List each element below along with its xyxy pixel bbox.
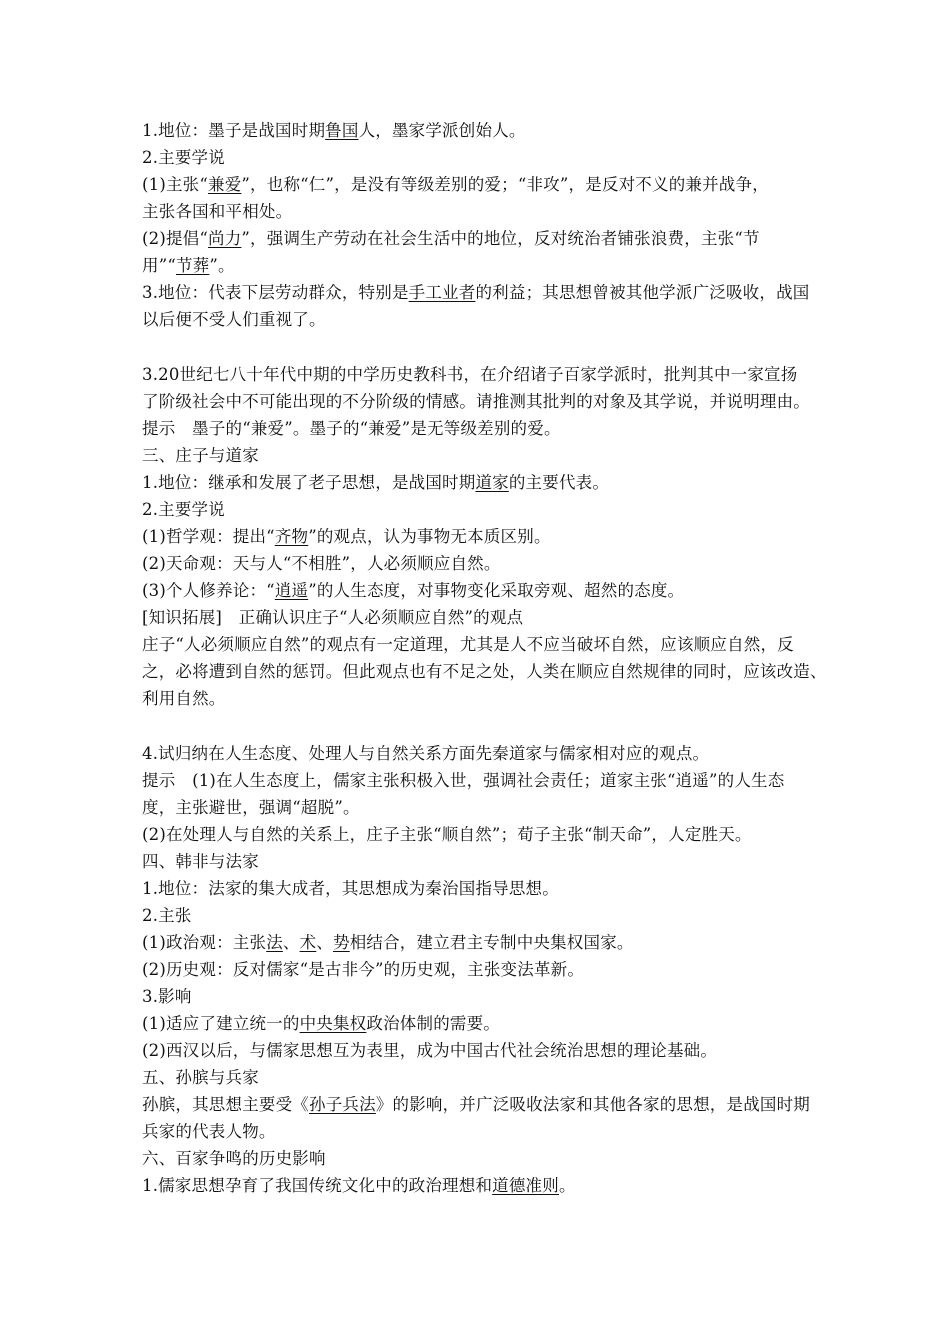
text-segment: [知识拓展] 正确认识庄子“人必须顺应自然”的观点 (142, 608, 524, 627)
text-segment: ”的观点，认为事物无本质区别。 (308, 527, 551, 546)
text-line (142, 550, 818, 577)
text-segment: 五、孙膑与兵家 (142, 1068, 259, 1087)
text-segment: 。 (558, 1176, 576, 1195)
document-body (142, 117, 827, 1199)
text-line (142, 848, 818, 875)
underlined-keyword: 齐物 (274, 527, 309, 546)
text-segment: 相结合，建立君主专制中央集权国家。 (349, 933, 634, 952)
text-line (142, 469, 818, 496)
text-line (142, 1172, 818, 1199)
text-line (142, 171, 818, 198)
text-line (142, 685, 818, 712)
text-line (142, 1118, 818, 1145)
text-segment: 2.主张 (142, 906, 192, 925)
paragraph-gap (142, 712, 818, 740)
text-line (142, 740, 818, 767)
text-line (142, 1037, 818, 1064)
text-line (142, 794, 818, 821)
underlined-keyword: 尚力 (208, 229, 242, 248)
text-segment: 兵家的代表人物。 (142, 1122, 276, 1141)
text-line (142, 496, 818, 523)
text-segment: 2.主要学说 (142, 500, 225, 519)
text-line (142, 577, 818, 604)
text-line (142, 144, 818, 171)
text-segment: 用”“ (142, 256, 176, 275)
text-segment: 3.地位：代表下层劳动群众，特别是 (142, 283, 409, 302)
text-line (142, 415, 818, 442)
text-line (142, 983, 818, 1010)
text-segment: 度，主张避世，强调“超脱”。 (142, 798, 360, 817)
text-segment: (2)天命观：天与人“不相胜”，人必须顺应自然。 (142, 554, 501, 573)
text-line (142, 604, 818, 631)
underlined-keyword: 逍遥 (274, 581, 309, 600)
text-segment: 人，墨家学派创始人。 (358, 121, 526, 140)
text-line (142, 1145, 818, 1172)
text-segment: 主张各国和平相处。 (142, 202, 293, 221)
underlined-keyword: 法 (266, 933, 283, 952)
text-segment: (1)哲学观：提出“ (142, 527, 275, 546)
underlined-keyword: 兼爱 (208, 175, 242, 194)
text-line (142, 1010, 818, 1037)
text-segment: 利用自然。 (142, 689, 226, 708)
text-segment: 的主要代表。 (508, 473, 610, 492)
text-segment: 4.试归纳在人生态度、处理人与自然关系方面先秦道家与儒家相对应的观点。 (142, 744, 710, 763)
text-segment: 2.主要学说 (142, 148, 225, 167)
text-segment: 孙膑，其思想主要受《 (142, 1095, 309, 1114)
text-segment: 之，必将遭到自然的惩罚。但此观点也有不足之处，人类在顺应自然规律的同时，应该改造、 (142, 662, 827, 681)
underlined-keyword: 势 (333, 933, 350, 952)
text-segment: 了阶级社会中不可能出现的不分阶级的情感。请推测其批判的对象及其学说，并说明理由。 (142, 392, 810, 411)
text-segment: (2)提倡“ (142, 229, 209, 248)
text-segment: 提示 墨子的“兼爱”。墨子的“兼爱”是无等级差别的爱。 (142, 419, 561, 438)
text-segment: 1.地位：墨子是战国时期 (142, 121, 326, 140)
text-segment: 的利益；其思想曾被其他学派广泛吸收，战国 (475, 283, 810, 302)
text-line (142, 929, 818, 956)
text-line (142, 523, 818, 550)
underlined-keyword: 道家 (475, 473, 509, 492)
text-segment: (1)政治观：主张 (142, 933, 267, 952)
text-line (142, 442, 818, 469)
text-segment: ”。 (209, 256, 235, 275)
text-segment: ”，也称“仁”，是没有等级差别的爱；“非攻”，是反对不义的兼并战争， (241, 175, 769, 194)
text-line (142, 821, 818, 848)
underlined-keyword: 孙子兵法 (309, 1095, 376, 1114)
text-line (142, 117, 818, 144)
underlined-keyword: 鲁国 (325, 121, 359, 140)
text-line (142, 198, 818, 225)
underlined-keyword: 道德准则 (492, 1176, 559, 1195)
text-segment: 提示 (1)在人生态度上，儒家主张积极入世，强调社会责任；道家主张“逍遥”的人生态 (142, 771, 785, 790)
text-line (142, 279, 818, 306)
underlined-keyword: 术 (299, 933, 317, 952)
text-segment: (3)个人修养论：“ (142, 581, 275, 600)
text-segment: 3.影响 (142, 987, 192, 1006)
underlined-keyword: 手工业者 (408, 283, 476, 302)
text-segment: 3.20世纪七八十年代中期的中学历史教科书，在介绍诸子百家学派时，批判其中一家宣扬 (142, 365, 798, 384)
text-line (142, 252, 818, 279)
text-line (142, 388, 818, 415)
text-segment: (2)历史观：反对儒家“是古非今”的历史观，主张变法革新。 (142, 960, 585, 979)
text-segment: 六、百家争鸣的历史影响 (142, 1149, 326, 1168)
text-line (142, 306, 818, 333)
text-segment: 1.地位：法家的集大成者，其思想成为秦治国指导思想。 (142, 879, 559, 898)
paragraph-gap (142, 333, 818, 361)
text-line (142, 361, 818, 388)
text-line (142, 902, 818, 929)
text-line (142, 767, 818, 794)
text-segment: 、 (316, 933, 333, 952)
text-segment: ”，强调生产劳动在社会生活中的地位，反对统治者铺张浪费，主张“节 (241, 229, 760, 248)
text-segment: 、 (282, 933, 300, 952)
underlined-keyword: 中央集权 (299, 1014, 367, 1033)
text-segment: 1.地位：继承和发展了老子思想，是战国时期 (142, 473, 476, 492)
text-segment: ”的人生态度，对事物变化采取旁观、超然的态度。 (308, 581, 685, 600)
text-segment: (1)适应了建立统一的 (142, 1014, 300, 1033)
text-segment: (2)在处理人与自然的关系上，庄子主张“顺自然”；荀子主张“制天命”，人定胜天。 (142, 825, 752, 844)
text-line (142, 956, 818, 983)
text-segment: 三、庄子与道家 (142, 446, 259, 465)
text-line (142, 658, 827, 685)
text-segment: 庄子“人必须顺应自然”的观点有一定道理，尤其是人不应当破坏自然，应该顺应自然，反 (142, 635, 794, 654)
text-line (142, 1091, 818, 1118)
text-line (142, 875, 818, 902)
text-line (142, 631, 818, 658)
text-segment: 政治体制的需要。 (366, 1014, 500, 1033)
text-line (142, 225, 818, 252)
underlined-keyword: 节葬 (175, 256, 210, 275)
text-segment: (1)主张“ (142, 175, 209, 194)
text-segment: 1.儒家思想孕育了我国传统文化中的政治理想和 (142, 1176, 493, 1195)
text-segment: (2)西汉以后，与儒家思想互为表里，成为中国古代社会统治思想的理论基础。 (142, 1041, 718, 1060)
text-line (142, 1064, 818, 1091)
text-segment: 》的影响，并广泛吸收法家和其他各家的思想，是战国时期 (375, 1095, 811, 1114)
text-segment: 以后便不受人们重视了。 (142, 310, 326, 329)
text-segment: 四、韩非与法家 (142, 852, 259, 871)
